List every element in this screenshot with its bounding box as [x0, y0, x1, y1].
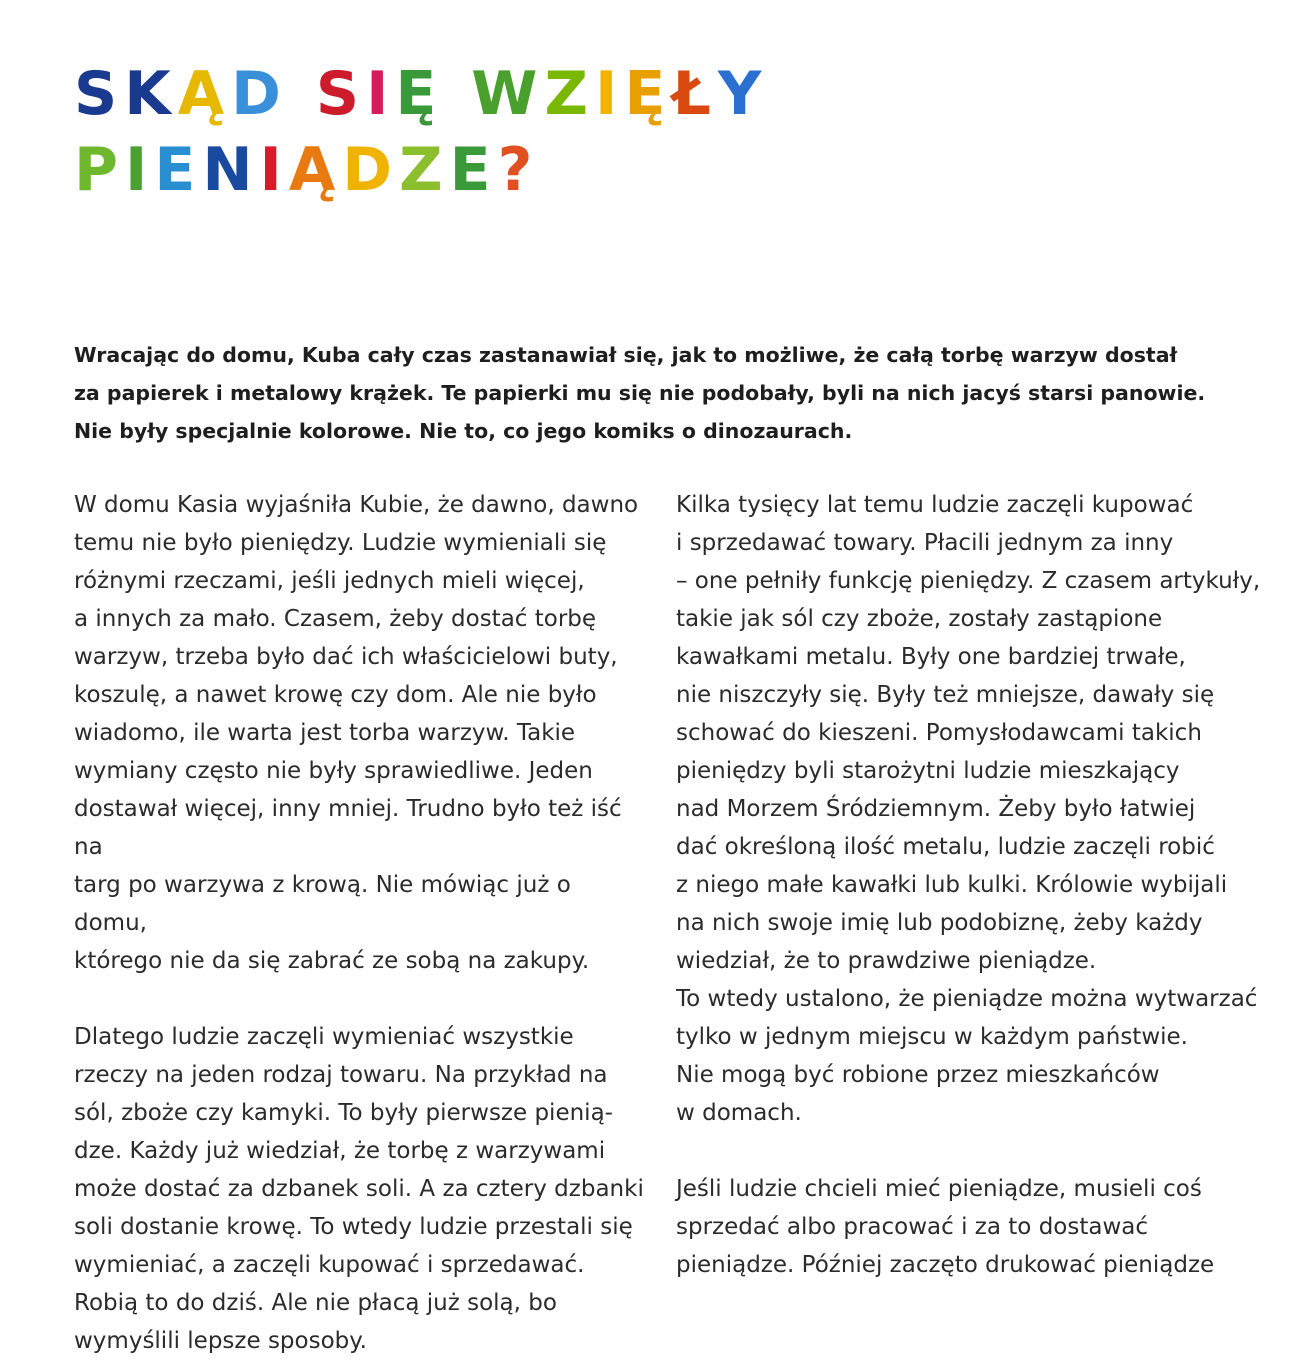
title-letter: Ą — [177, 59, 232, 129]
title-letter: ? — [497, 135, 540, 205]
title-space — [288, 56, 316, 132]
title-letter: I — [259, 135, 289, 205]
right-paragraph-2: Jeśli ludzie chcieli mieć pieniądze, musieli coś sprzedać albo pracować i za to dostawać pieniądze. Później zaczęto drukować pieniądze — [676, 1176, 1215, 1278]
title-line-1 — [74, 56, 768, 132]
right-paragraph-1: Kilka tysięcy lat temu ludzie zaczęli kupować i sprzedawać towary. Płacili jednym za inny – one pełniły funkcję pieniędzy. Z czasem artykuły, takie jak sól czy zboże, zostały zastąpione kawałkami metalu. Były one bardziej trwałe, nie niszczyły się. Były też mniejsze, dawały się schować do kieszeni. Pomysłodawcami takich pieniędzy byli starożytni ludzie mieszkający nad Morzem Śródziemnym. Żeby było łatwiej dać określoną ilość metalu, ludzie zaczęli robić z niego małe kawałki lub kulki. Królowie wybijali na nich swoje imię lub podobiznę, żeby każdy wiedział, że to prawdziwe pieniądze. To wtedy ustalono, że pieniądze można wytwarzać tylko w jednym miejscu w każdym państwie. Nie mogą być robione przez mieszkańców w domach. — [676, 492, 1261, 1126]
intro-paragraph: Wracając do domu, Kuba cały czas zastanawiał się, jak to możliwe, że całą torbę warzyw dostał za papierek i metalowy krążek. Te papierki mu się nie podobały, byli na nich jacyś starsi panowie. Nie były specjalnie kolorowe. Nie to, co jego komiks o dinozaurach. — [74, 343, 1206, 443]
title-letter: S — [74, 59, 125, 129]
title-letter: Z — [399, 135, 450, 205]
title-letter: S — [315, 59, 367, 129]
title-letter: I — [595, 59, 625, 129]
title-letter: I — [366, 59, 396, 129]
title-letter: Ł — [672, 59, 718, 129]
title-letter: Z — [544, 59, 595, 129]
title-space — [443, 56, 471, 132]
title-letter: D — [342, 135, 400, 205]
title-line-2 — [74, 132, 768, 208]
right-column — [676, 486, 1276, 1284]
left-paragraph-1: W domu Kasia wyjaśniła Kubie, że dawno, dawno temu nie było pieniędzy. Ludzie wymieniali się różnymi rzeczami, jeśli jednych mieli więcej, a innych za mało. Czasem, żeby dostać torbę warzyw, trzeba było dać ich właścicielowi buty, koszulę, a nawet krowę czy dom. Ale nie było wiadomo, ile warta jest torba warzyw. Takie wymiany często nie były sprawiedliwe. Jeden dostawał więcej, inny mniej. Trudno było też iść na targ po warzywa z krową. Nie mówiąc już o domu, którego nie da się zabrać ze sobą na zakupy. — [74, 492, 639, 974]
title-letter: I — [124, 135, 155, 205]
title-letter: W — [471, 59, 545, 129]
title-letter: Ę — [624, 59, 673, 129]
title-letter: Ę — [395, 59, 444, 129]
title-letter: Ą — [288, 135, 343, 205]
title-letter: P — [74, 135, 125, 205]
left-paragraph-2: Dlatego ludzie zaczęli wymieniać wszystkie rzeczy na jeden rodzaj towaru. Na przykład na sól, zboże czy kamyki. To były pierwsze pienią- dze. Każdy już wiedział, że torbę z warzywami może dostać za dzbanek soli. A za cztery dzbanki soli dostanie krowę. To wtedy ludzie przestali się wymieniać, a zaczęli kupować i sprzedawać. Robią to do dziś. Ale nie płacą już solą, bo wymyślili lepsze sposoby. — [74, 1024, 644, 1354]
left-column — [74, 486, 644, 1360]
title-letter: E — [154, 135, 203, 205]
title-letter: D — [231, 59, 288, 129]
title-letter: K — [124, 59, 178, 129]
title-letter: E — [449, 135, 498, 205]
title-letter: N — [202, 135, 260, 205]
page-title — [74, 56, 768, 208]
title-letter: Y — [717, 59, 769, 129]
